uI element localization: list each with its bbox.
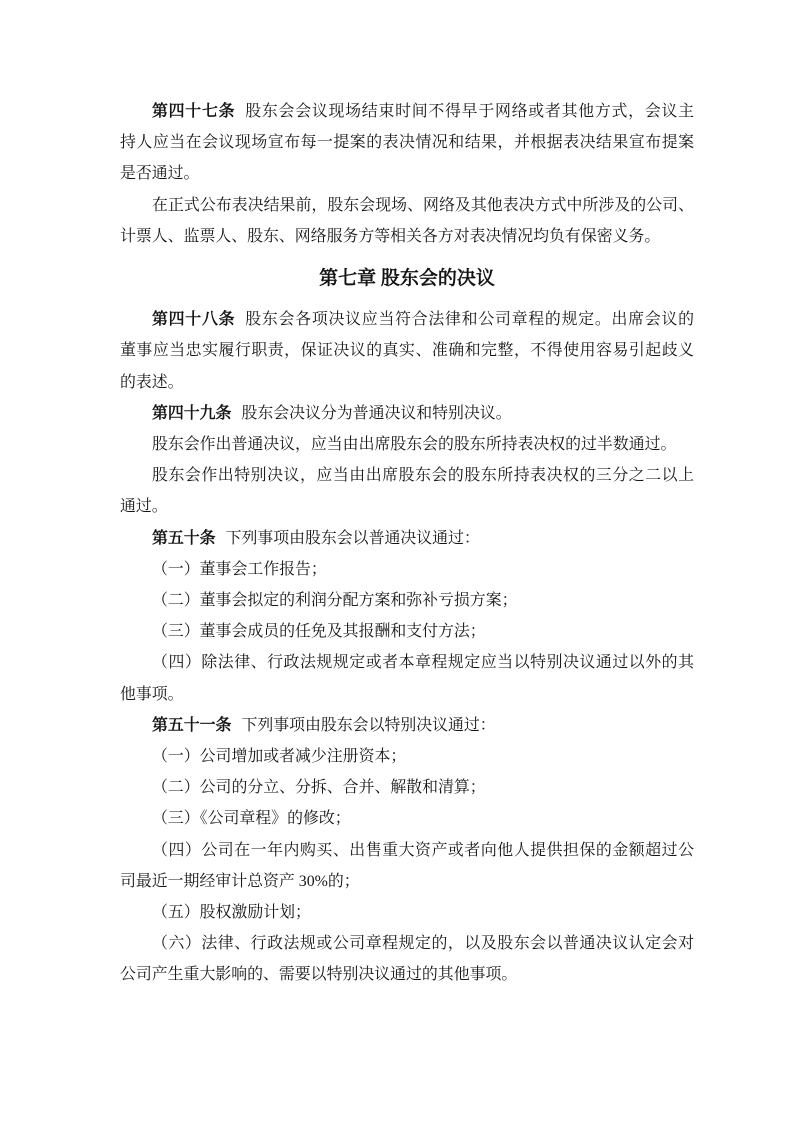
text-line: 股东会作出普通决议，应当由出席股东会的股东所持表决权的过半数通过。 [152, 436, 677, 454]
document-body [120, 96, 694, 991]
paragraph [120, 554, 694, 585]
paragraph [120, 741, 694, 772]
text-line: （三）《公司章程》的修改； [152, 810, 351, 828]
text-line [120, 710, 694, 741]
article-number: 第四十九条 [152, 404, 232, 422]
text-line [120, 398, 694, 429]
text-line: （三）董事会成员的任免及其报酬和支付方法； [152, 623, 486, 641]
text-line: 他事项。 [120, 685, 184, 703]
article-paragraph [120, 96, 694, 190]
article-number: 第四十七条 [152, 103, 236, 120]
paragraph [120, 190, 694, 252]
paragraph [120, 616, 694, 647]
text-line: 通过。 [120, 498, 168, 516]
text-line: 在正式公布表决结果前，股东会现场、网络及其他表决方式中所涉及的公司、 [152, 196, 694, 214]
article-paragraph [120, 304, 694, 398]
article-number: 第四十八条 [152, 311, 236, 329]
text-line: 持人应当在会议现场宣布每一提案的表决情况和结果，并根据表决结果宣布提案 [120, 134, 694, 152]
text-line: （四）公司在一年内购买、出售重大资产或者向他人提供担保的金额超过公 [152, 841, 694, 859]
text-line: 是否通过。 [120, 165, 200, 183]
text-line [120, 96, 694, 127]
text-line: 司最近一期经审计总资产 30%的； [120, 872, 360, 890]
line-text: 下列事项由股东会以普通决议通过： [225, 529, 480, 547]
paragraph [120, 928, 694, 990]
article-number: 第五十一条 [152, 716, 232, 734]
paragraph [120, 647, 694, 709]
text-line: 的表述。 [120, 373, 184, 391]
paragraph [120, 772, 694, 803]
text-line [120, 304, 694, 335]
article-paragraph [120, 398, 694, 429]
text-line: （四）除法律、行政法规规定或者本章程规定应当以特别决议通过以外的其 [152, 654, 694, 672]
text-line: （一）公司增加或者减少注册资本； [152, 748, 407, 766]
article-number: 第五十条 [152, 529, 216, 547]
article-paragraph [120, 710, 694, 741]
paragraph [120, 803, 694, 834]
line-text: 下列事项由股东会以特别决议通过： [241, 716, 496, 734]
text-line: 公司产生重大影响的、需要以特别决议通过的其他事项。 [120, 966, 518, 984]
text-line: （二）公司的分立、分拆、合并、解散和清算； [152, 779, 486, 797]
text-line: （一）董事会工作报告； [152, 560, 327, 578]
article-paragraph [120, 523, 694, 554]
text-line: 计票人、监票人、股东、网络服务方等相关各方对表决情况均负有保密义务。 [120, 227, 661, 245]
text-line: 董事应当忠实履行职责，保证决议的真实、准确和完整，不得使用容易引起歧义 [120, 342, 694, 360]
paragraph [120, 897, 694, 928]
paragraph [120, 429, 694, 460]
paragraph [120, 835, 694, 897]
text-line [120, 523, 694, 554]
text-line: （五）股权激励计划； [152, 904, 311, 922]
paragraph [120, 460, 694, 522]
text-line: （二）董事会拟定的利润分配方案和弥补亏损方案； [152, 592, 518, 610]
paragraph [120, 585, 694, 616]
line-text: 股东会决议分为普通决议和特别决议。 [241, 404, 512, 422]
line-text: 股东会各项决议应当符合法律和公司章程的规定。出席会议的 [245, 311, 695, 329]
text-line: 股东会作出特别决议，应当由出席股东会的股东所持表决权的三分之二以上 [152, 467, 694, 485]
chapter-heading: 第七章 股东会的决议 [319, 268, 495, 290]
text-line: （六）法律、行政法规或公司章程规定的，以及股东会以普通决议认定会对 [152, 935, 694, 953]
line-text: 股东会会议现场结束时间不得早于网络或者其他方式，会议主 [245, 103, 695, 120]
